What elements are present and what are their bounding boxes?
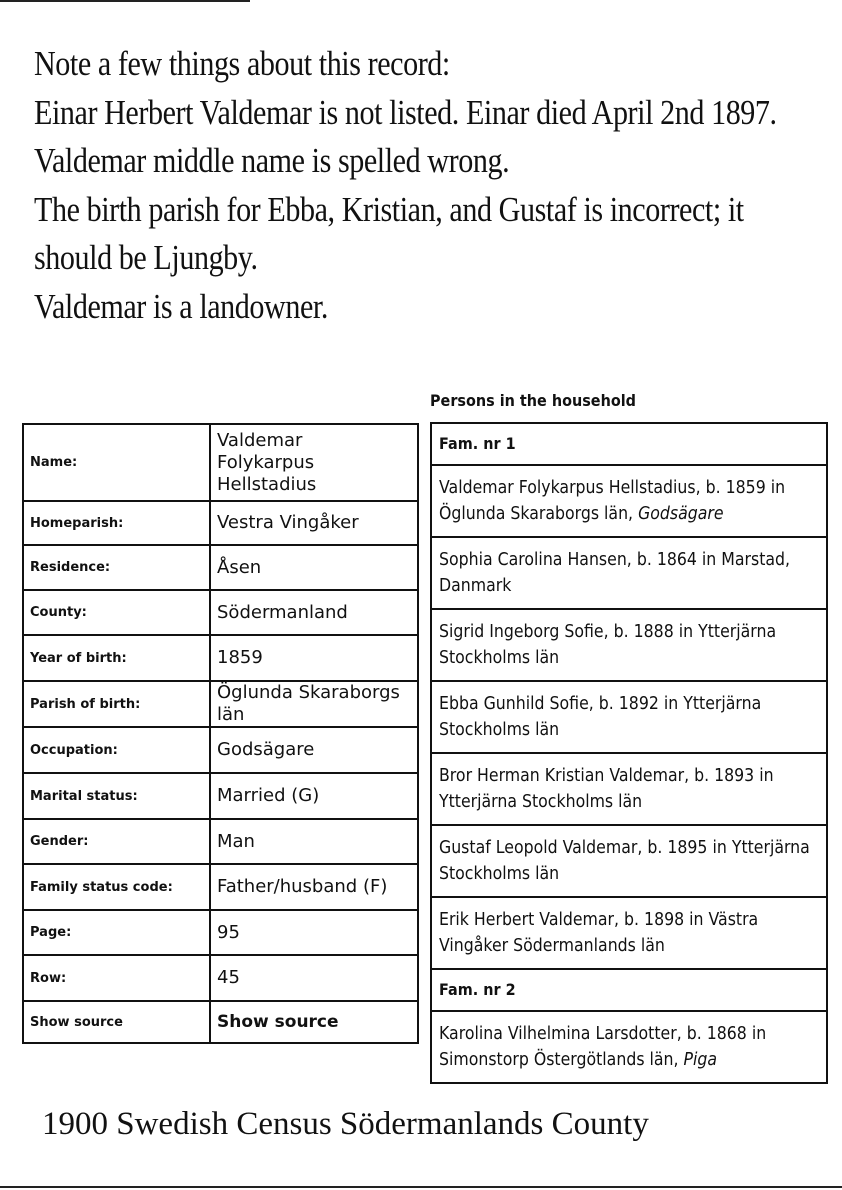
household-row xyxy=(431,1011,827,1083)
record-value: Åsen xyxy=(210,545,418,590)
household-row xyxy=(431,969,827,1011)
person-entry[interactable] xyxy=(431,753,827,825)
record-label: County: xyxy=(23,590,210,635)
record-value: Married (G) xyxy=(210,773,418,819)
household-table xyxy=(430,422,828,1084)
notes-block xyxy=(34,40,777,331)
record-label: Homeparish: xyxy=(23,501,210,545)
person-entry[interactable] xyxy=(431,897,827,969)
record-label: Occupation: xyxy=(23,727,210,773)
person-entry[interactable] xyxy=(431,681,827,753)
record-row xyxy=(23,424,418,501)
family-header xyxy=(431,423,827,465)
person-name: Valdemar Folykarpus Hellstadius, b. 1859 in Öglunda Skaraborgs län, xyxy=(439,478,786,524)
record-label: Gender: xyxy=(23,819,210,864)
top-border-line xyxy=(0,0,250,2)
show-source-link[interactable]: Show source xyxy=(210,1001,418,1043)
record-row xyxy=(23,635,418,681)
family-header xyxy=(431,969,827,1011)
name-value: Valdemar Folykarpus Hellstadius xyxy=(217,429,317,495)
household-row xyxy=(431,609,827,681)
person-text xyxy=(439,475,819,527)
note-line: should be Ljungby. xyxy=(34,238,258,277)
note-line: The birth parish for Ebba, Kristian, and Gustaf is incorrect; it xyxy=(34,189,744,229)
person-text: Sophia Carolina Hansen, b. 1864 in Marstad, Danmark xyxy=(439,550,791,596)
record-value: Father/husband (F) xyxy=(210,864,418,910)
family-label: Fam. nr 2 xyxy=(439,980,516,999)
record-value: Vestra Vingåker xyxy=(210,501,418,545)
record-row xyxy=(23,501,418,545)
note-line: Note a few things about this record: xyxy=(34,44,450,83)
record-row xyxy=(23,910,418,955)
bottom-border-line xyxy=(0,1186,842,1188)
record-label: Parish of birth: xyxy=(23,681,210,727)
record-row xyxy=(23,864,418,910)
person-text xyxy=(439,1021,819,1073)
household-row xyxy=(431,753,827,825)
household-row xyxy=(431,537,827,609)
household-title: Persons in the household xyxy=(430,391,636,410)
record-value: 45 xyxy=(210,955,418,1001)
record-label: Page: xyxy=(23,910,210,955)
household-row xyxy=(431,465,827,537)
person-entry[interactable] xyxy=(431,825,827,897)
record-row xyxy=(23,955,418,1001)
record-value xyxy=(210,424,418,501)
person-role: Godsägare xyxy=(638,504,724,524)
record-label: Year of birth: xyxy=(23,635,210,681)
person-entry[interactable] xyxy=(431,1011,827,1083)
household-row xyxy=(431,897,827,969)
person-entry[interactable] xyxy=(431,609,827,681)
record-value: 1859 xyxy=(210,635,418,681)
record-label: Row: xyxy=(23,955,210,1001)
record-label: Residence: xyxy=(23,545,210,590)
record-row xyxy=(23,819,418,864)
person-text: Bror Herman Kristian Valdemar, b. 1893 in Ytterjärna Stockholms län xyxy=(439,766,774,812)
note-line: Valdemar is a landowner. xyxy=(34,286,328,326)
person-entry[interactable] xyxy=(431,537,827,609)
record-row xyxy=(23,545,418,590)
record-label: Name: xyxy=(23,424,210,501)
person-text: Erik Herbert Valdemar, b. 1898 in Västra Vingåker Södermanlands län xyxy=(439,910,759,956)
person-text: Gustaf Leopold Valdemar, b. 1895 in Ytterjärna Stockholms län xyxy=(439,838,810,884)
footer-caption: 1900 Swedish Census Södermanlands County xyxy=(42,1106,649,1142)
household-row xyxy=(431,825,827,897)
household-row xyxy=(431,423,827,465)
record-row xyxy=(23,773,418,819)
note-line: Einar Herbert Valdemar is not listed. Einar died April 2nd 1897. xyxy=(34,92,777,132)
family-label: Fam. nr 1 xyxy=(439,434,516,453)
record-row xyxy=(23,590,418,635)
person-text: Sigrid Ingeborg Sofie, b. 1888 in Ytterjärna Stockholms län xyxy=(439,622,777,668)
record-row xyxy=(23,727,418,773)
household-row xyxy=(431,681,827,753)
record-value: Södermanland xyxy=(210,590,418,635)
note-line: Valdemar middle name is spelled wrong. xyxy=(34,141,510,180)
record-row xyxy=(23,1001,418,1043)
person-entry[interactable] xyxy=(431,465,827,537)
record-label: Family status code: xyxy=(23,864,210,910)
person-name: Karolina Vilhelmina Larsdotter, b. 1868 in Simonstorp Östergötlands län, xyxy=(439,1024,767,1070)
record-value: 95 xyxy=(210,910,418,955)
record-value: Öglunda Skaraborgs län xyxy=(210,681,418,727)
record-value: Godsägare xyxy=(210,727,418,773)
record-row xyxy=(23,681,418,727)
record-label: Marital status: xyxy=(23,773,210,819)
census-record-table xyxy=(22,423,419,1044)
show-source-label[interactable]: Show source xyxy=(23,1001,210,1043)
person-text: Ebba Gunhild Sofie, b. 1892 in Ytterjärna Stockholms län xyxy=(439,694,762,740)
person-role: Piga xyxy=(683,1050,718,1070)
record-value: Man xyxy=(210,819,418,864)
